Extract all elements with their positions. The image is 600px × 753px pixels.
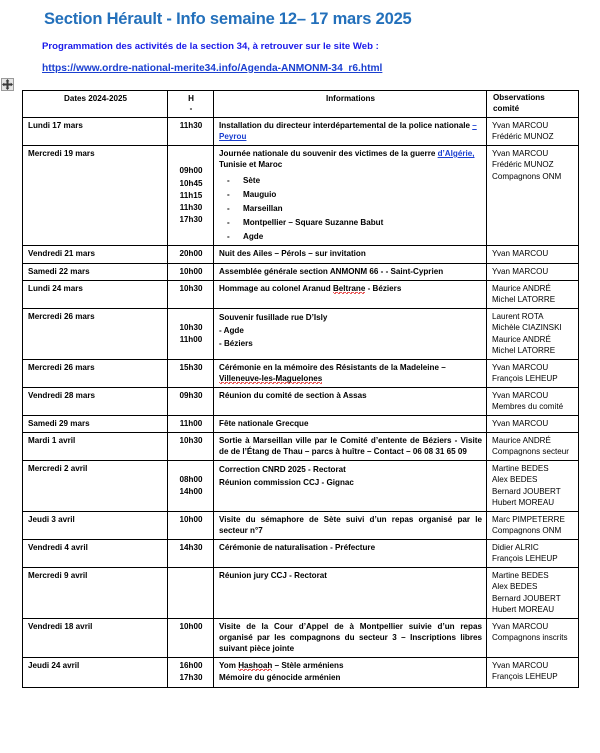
cell-informations bbox=[214, 657, 487, 687]
table-row bbox=[23, 280, 579, 308]
info-bullet-item: - Montpellier – Square Suzanne Babut bbox=[219, 216, 482, 230]
info-text bbox=[219, 570, 482, 581]
info-text-tail: - Béziers bbox=[367, 283, 402, 293]
observation-name: Martine BEDES bbox=[492, 463, 549, 473]
cell-hour bbox=[168, 618, 214, 657]
cell-observations bbox=[487, 308, 579, 359]
info-misspelled-word: Hashoah bbox=[238, 660, 273, 670]
cell-informations bbox=[214, 246, 487, 263]
cell-informations bbox=[214, 387, 487, 415]
column-header-observations-line1: Observations bbox=[493, 93, 545, 102]
hour-value: 17h30 bbox=[179, 214, 203, 224]
cell-informations bbox=[214, 432, 487, 460]
observation-name: Frédéric MUNOZ bbox=[492, 160, 554, 170]
observation-name: Yvan MARCOU bbox=[492, 418, 549, 428]
info-text-main: Hommage au colonel Aranud bbox=[219, 283, 331, 293]
cell-date: Lundi 24 mars bbox=[23, 280, 168, 308]
cell-observations bbox=[487, 280, 579, 308]
info-text bbox=[219, 390, 482, 401]
agenda-table-container bbox=[22, 90, 578, 688]
observation-name: Membres du comité bbox=[492, 402, 564, 412]
info-line: Réunion commission CCJ - Gignac bbox=[219, 477, 354, 487]
cell-hour bbox=[168, 511, 214, 539]
observation-name: Frédéric MUNOZ bbox=[492, 132, 554, 142]
cell-date: Jeudi 24 avril bbox=[23, 657, 168, 687]
observation-name: Bernard JOUBERT bbox=[492, 593, 561, 603]
info-line: Mémoire du génocide arménien bbox=[219, 673, 341, 683]
info-text-main: Journée nationale du souvenir des victimes de la guerre bbox=[219, 148, 436, 158]
observation-name: Maurice ANDRÉ bbox=[492, 334, 551, 344]
table-row bbox=[23, 145, 579, 246]
observation-name: Maurice ANDRÉ bbox=[492, 283, 551, 293]
table-row bbox=[23, 415, 579, 432]
info-text bbox=[219, 148, 482, 171]
info-text-main: Cérémonie de naturalisation - Préfecture bbox=[219, 542, 376, 552]
hour-value: 11h00 bbox=[179, 334, 203, 344]
hour-value: 10h00 bbox=[179, 266, 203, 276]
cell-informations bbox=[214, 567, 487, 618]
cell-hour bbox=[168, 567, 214, 618]
column-header-informations: Informations bbox=[214, 91, 487, 118]
table-header bbox=[23, 91, 579, 118]
cell-observations bbox=[487, 511, 579, 539]
hour-value: 11h15 bbox=[179, 190, 203, 200]
hour-value: 15h30 bbox=[179, 362, 203, 372]
table-row bbox=[23, 118, 579, 146]
cell-informations bbox=[214, 145, 487, 246]
hour-value: 11h00 bbox=[179, 418, 203, 428]
cell-observations bbox=[487, 432, 579, 460]
cell-informations bbox=[214, 280, 487, 308]
info-text-tail: – Stèle arméniens bbox=[274, 660, 344, 670]
hour-value: 10h30 bbox=[179, 435, 203, 445]
hour-value: 14h30 bbox=[179, 542, 203, 552]
observation-name: Michel LATORRE bbox=[492, 295, 556, 305]
info-text bbox=[219, 266, 482, 277]
cell-date: Samedi 22 mars bbox=[23, 263, 168, 280]
observation-name: Compagnons ONM bbox=[492, 171, 562, 181]
cell-observations bbox=[487, 618, 579, 657]
cell-date: Jeudi 3 avril bbox=[23, 511, 168, 539]
hour-value: 10h30 bbox=[179, 322, 203, 332]
info-misspelled-word: Beltrane bbox=[332, 283, 366, 293]
cell-hour bbox=[168, 432, 214, 460]
table-body bbox=[23, 118, 579, 688]
observation-name: François LEHEUP bbox=[492, 554, 558, 564]
cell-observations bbox=[487, 387, 579, 415]
observation-name: Yvan MARCOU bbox=[492, 390, 549, 400]
observation-name: Compagnons inscrits bbox=[492, 633, 568, 642]
cell-observations bbox=[487, 263, 579, 280]
info-bullet-item: - Sète bbox=[219, 174, 482, 188]
column-header-observations-line2: comité bbox=[493, 103, 520, 113]
info-bullet-item: - Marseillan bbox=[219, 202, 482, 216]
website-link-text: https://www.ordre-national-merite34.info/Agenda-ANMONM-34_r6.html bbox=[42, 62, 383, 74]
observation-name: Michèle CIAZINSKI bbox=[492, 323, 562, 333]
observation-name: Maurice ANDRÉ bbox=[492, 435, 551, 445]
hour-value: 11h30 bbox=[179, 202, 203, 212]
observation-name: Hubert MOREAU bbox=[492, 498, 555, 508]
info-text-main: Yom bbox=[219, 660, 239, 670]
cell-observations bbox=[487, 539, 579, 567]
hour-value: 10h45 bbox=[179, 178, 203, 188]
info-text bbox=[219, 542, 482, 553]
info-text-tail: Tunisie et Maroc bbox=[219, 160, 283, 170]
info-text-main: Sortie à Marseillan ville par le Comité d’entente de Béziers - Visite de de l’Étang de Thau – parcs à huître – Contact – 06 08 31 65 09 bbox=[219, 435, 482, 457]
observation-name: Yvan MARCOU bbox=[492, 121, 549, 130]
column-header-dates: Dates 2024-2025 bbox=[23, 91, 168, 118]
cell-hour bbox=[168, 118, 214, 146]
cell-hour bbox=[168, 280, 214, 308]
cell-informations bbox=[214, 308, 487, 359]
table-row bbox=[23, 359, 579, 387]
hour-value: 17h30 bbox=[179, 673, 203, 683]
cell-hour bbox=[168, 657, 214, 687]
table-row bbox=[23, 618, 579, 657]
column-header-hour bbox=[168, 91, 214, 118]
observation-name: Yvan MARCOU bbox=[492, 148, 549, 158]
info-text-main: Visite de la Cour d’Appel de à Montpellier suivie d’un repas organisé par les compagnons du secteur 3 – Inscriptions libres suivant pièce jointe bbox=[219, 621, 482, 654]
cell-date: Samedi 29 mars bbox=[23, 415, 168, 432]
page-subtitle: Programmation des activités de la section 34, à retrouver sur le site Web : bbox=[42, 40, 379, 52]
observation-name: Yvan MARCOU bbox=[492, 621, 549, 631]
info-text bbox=[219, 621, 482, 655]
info-text bbox=[219, 418, 482, 429]
cell-hour bbox=[168, 460, 214, 511]
column-header-observations bbox=[487, 91, 579, 118]
info-line: Correction CNRD 2025 - Rectorat bbox=[219, 464, 346, 474]
cell-date: Vendredi 4 avril bbox=[23, 539, 168, 567]
cell-informations bbox=[214, 618, 487, 657]
observation-name: François LEHEUP bbox=[492, 672, 558, 682]
observation-name: Laurent ROTA bbox=[492, 311, 544, 321]
cell-date: Mercredi 9 avril bbox=[23, 567, 168, 618]
cell-observations bbox=[487, 657, 579, 687]
cell-observations bbox=[487, 415, 579, 432]
hour-value: 20h00 bbox=[179, 249, 203, 259]
header-row bbox=[23, 91, 579, 118]
info-text bbox=[219, 283, 482, 294]
cell-observations bbox=[487, 460, 579, 511]
info-text-main: Nuit des Ailes – Pérols – sur invitation bbox=[219, 249, 366, 259]
cell-observations bbox=[487, 246, 579, 263]
observation-name: Marc PIMPETERRE bbox=[492, 514, 565, 524]
cell-hour bbox=[168, 415, 214, 432]
info-text bbox=[219, 120, 482, 143]
cell-date: Vendredi 28 mars bbox=[23, 387, 168, 415]
cell-observations bbox=[487, 359, 579, 387]
hour-value: 16h00 bbox=[179, 661, 203, 671]
cell-date: Lundi 17 mars bbox=[23, 118, 168, 146]
table-move-handle-icon[interactable] bbox=[1, 78, 14, 91]
table-row bbox=[23, 567, 579, 618]
cell-informations bbox=[214, 511, 487, 539]
info-text-main: Cérémonie en la mémoire des Résistants de la Madeleine – bbox=[219, 362, 446, 372]
column-header-hour-sub: - bbox=[189, 104, 193, 114]
observation-name: Didier ALRIC bbox=[492, 542, 539, 552]
observation-name: Martine BEDES bbox=[492, 570, 549, 580]
info-hyperlink[interactable]: d’Algérie, bbox=[437, 148, 475, 158]
page-title: Section Hérault - Info semaine 12– 17 mars 2025 bbox=[44, 10, 412, 28]
info-text-main: Installation du directeur interdépartemental de la police nationale bbox=[219, 121, 470, 130]
observation-name: Yvan MARCOU bbox=[492, 249, 549, 259]
hour-value: 09h00 bbox=[179, 166, 203, 176]
cell-date: Mercredi 26 mars bbox=[23, 359, 168, 387]
website-link[interactable] bbox=[0, 52, 600, 74]
cell-observations bbox=[487, 145, 579, 246]
info-line: - Agde bbox=[219, 325, 244, 335]
cell-hour bbox=[168, 387, 214, 415]
cell-informations bbox=[214, 118, 487, 146]
cell-hour bbox=[168, 308, 214, 359]
table-row bbox=[23, 657, 579, 687]
cell-informations bbox=[214, 263, 487, 280]
observation-name: Compagnons secteur bbox=[492, 447, 569, 457]
cell-informations bbox=[214, 359, 487, 387]
table-row bbox=[23, 263, 579, 280]
cell-informations bbox=[214, 460, 487, 511]
table-row bbox=[23, 511, 579, 539]
observation-name: Bernard JOUBERT bbox=[492, 486, 561, 496]
table-row bbox=[23, 432, 579, 460]
table-row bbox=[23, 246, 579, 263]
observation-name: Compagnons ONM bbox=[492, 526, 562, 536]
hour-value: 10h30 bbox=[179, 283, 203, 293]
cell-hour bbox=[168, 539, 214, 567]
hour-value: 14h00 bbox=[179, 486, 203, 496]
info-text-main: Réunion jury CCJ - Rectorat bbox=[219, 570, 327, 580]
observation-name: François LEHEUP bbox=[492, 374, 558, 384]
table-row bbox=[23, 308, 579, 359]
cell-hour bbox=[168, 145, 214, 246]
info-text-main: Réunion du comité de section à Assas bbox=[219, 390, 367, 400]
info-bullet-item: - Agde bbox=[219, 230, 482, 244]
observation-name: Yvan MARCOU bbox=[492, 362, 549, 372]
observation-name: Yvan MARCOU bbox=[492, 266, 549, 276]
cell-date: Vendredi 21 mars bbox=[23, 246, 168, 263]
cell-hour bbox=[168, 263, 214, 280]
observation-name: Alex BEDES bbox=[492, 475, 538, 485]
info-text bbox=[219, 435, 482, 458]
info-text-main: Fête nationale Grecque bbox=[219, 418, 309, 428]
info-bullet-item: - Mauguio bbox=[219, 188, 482, 202]
hour-value: 10h00 bbox=[179, 621, 203, 631]
column-header-hour-label: H bbox=[188, 94, 194, 103]
info-text-main: Assemblée générale section ANMONM 66 - - Saint-Cyprien bbox=[219, 266, 444, 276]
cell-observations bbox=[487, 118, 579, 146]
observation-name: Michel LATORRE bbox=[492, 346, 556, 356]
info-text-main: Visite du sémaphore de Sète suivi d’un repas organisé par le secteur n°7 bbox=[219, 514, 482, 536]
hour-value: 09h30 bbox=[179, 390, 203, 400]
table-row bbox=[23, 460, 579, 511]
cell-date: Mercredi 2 avril bbox=[23, 460, 168, 511]
cell-date: Mercredi 19 mars bbox=[23, 145, 168, 246]
cell-informations bbox=[214, 539, 487, 567]
cell-date: Vendredi 18 avril bbox=[23, 618, 168, 657]
observation-name: Yvan MARCOU bbox=[492, 660, 549, 670]
agenda-table bbox=[22, 90, 579, 688]
cell-informations bbox=[214, 415, 487, 432]
table-row bbox=[23, 539, 579, 567]
info-text bbox=[219, 248, 482, 259]
info-line: Souvenir fusillade rue D’Isly bbox=[219, 312, 328, 322]
info-text bbox=[219, 514, 482, 537]
observation-name: Alex BEDES bbox=[492, 582, 538, 592]
info-text bbox=[219, 660, 482, 671]
hour-value: 08h00 bbox=[179, 474, 203, 484]
cell-hour bbox=[168, 246, 214, 263]
info-line: - Béziers bbox=[219, 338, 253, 348]
cell-date: Mardi 1 avril bbox=[23, 432, 168, 460]
observation-name: Hubert MOREAU bbox=[492, 605, 555, 615]
info-hyperlink[interactable]: – Peyrou bbox=[219, 121, 477, 142]
table-row bbox=[23, 387, 579, 415]
info-misspelled-word: Villeneuve-les-Maguelones bbox=[219, 374, 323, 384]
cell-date: Mercredi 26 mars bbox=[23, 308, 168, 359]
cell-observations bbox=[487, 567, 579, 618]
hour-value: 11h30 bbox=[179, 121, 203, 130]
info-text bbox=[219, 362, 482, 385]
cell-hour bbox=[168, 359, 214, 387]
info-bullet-list bbox=[219, 174, 482, 244]
hour-value: 10h00 bbox=[179, 514, 203, 524]
